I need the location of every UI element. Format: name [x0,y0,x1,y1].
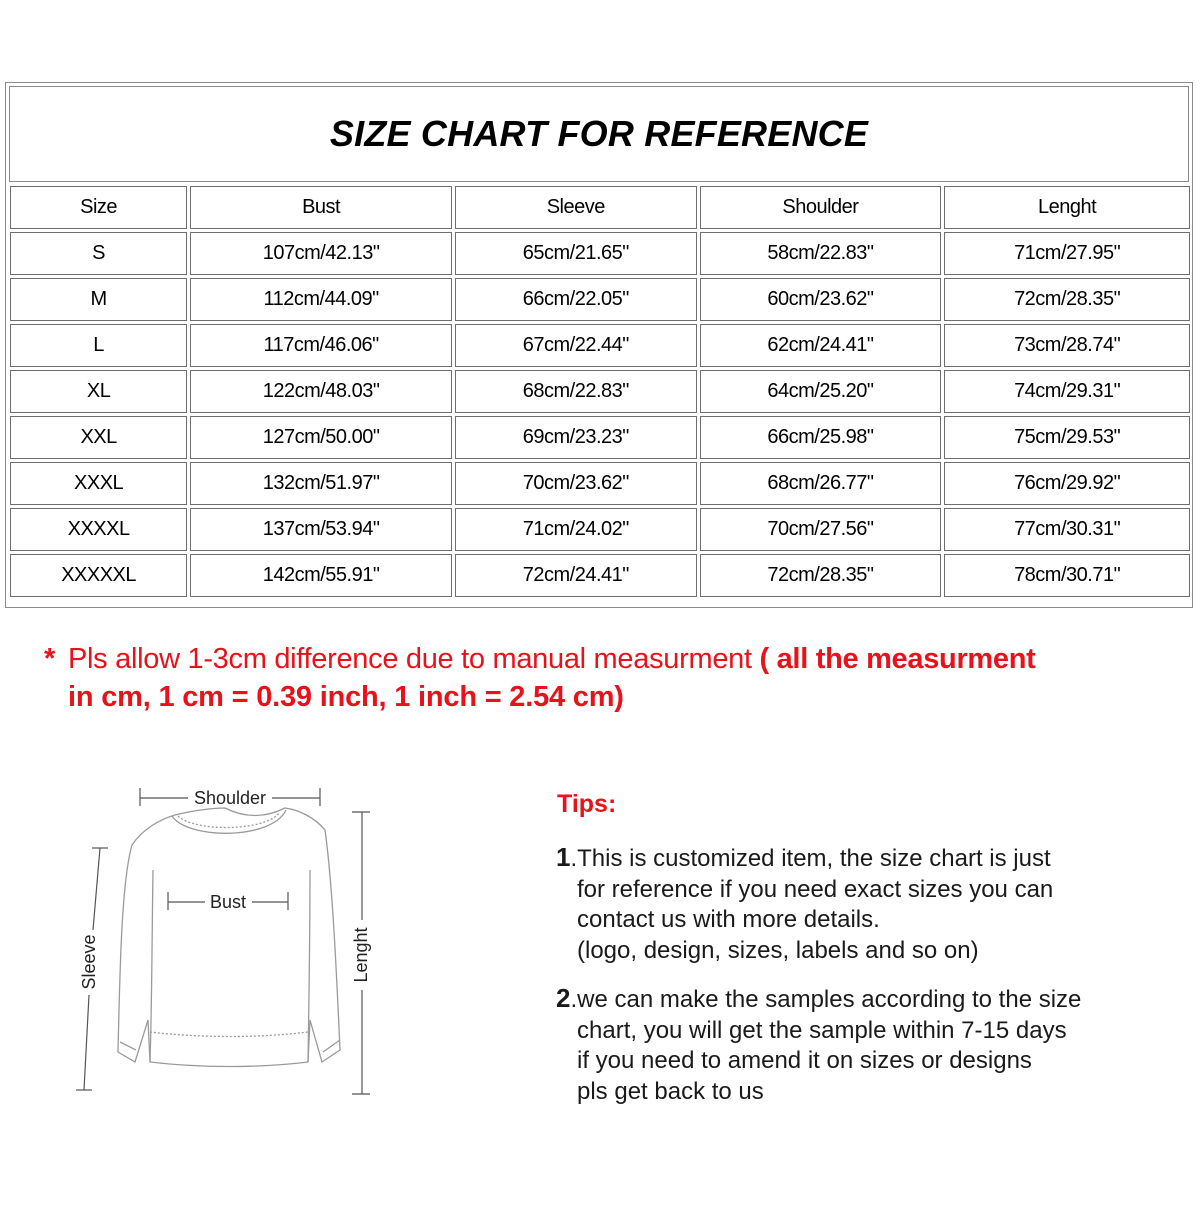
cell-sleeve: 68cm/22.83" [455,370,697,413]
note-asterisk: * [44,643,56,675]
cell-length: 73cm/28.74" [944,324,1190,367]
label-sleeve: Sleeve [79,934,99,990]
note-line-2: in cm, 1 cm = 0.39 inch, 1 inch = 2.54 cm) [68,681,624,713]
chart-title: SIZE CHART FOR REFERENCE [329,113,869,154]
header-sleeve: Sleeve [455,186,697,229]
cell-sleeve: 70cm/23.62" [455,462,697,505]
cell-size: L [10,324,187,367]
cell-bust: 112cm/44.09" [190,278,452,321]
tip-line: for reference if you need exact sizes you can [577,875,1054,903]
cell-bust: 117cm/46.06" [190,324,452,367]
cell-length: 76cm/29.92" [944,462,1190,505]
size-table [7,183,1193,600]
cell-size: XXXXL [10,508,187,551]
note-bold-text: ( all the measurment [751,643,1036,675]
sleeve-line-top [93,848,100,930]
header-length: Lenght [944,186,1190,229]
cell-sleeve: 65cm/21.65" [455,232,697,275]
tip-line: pls get back to us [577,1077,764,1105]
tip-number: 1 [556,842,571,872]
cell-length: 75cm/29.53" [944,416,1190,459]
cell-bust: 107cm/42.13" [190,232,452,275]
cell-sleeve: 72cm/24.41" [455,554,697,597]
cell-shoulder: 64cm/25.20" [700,370,942,413]
tip-item-2 [556,983,1081,1107]
cell-bust: 142cm/55.91" [190,554,452,597]
tip-line: (logo, design, sizes, labels and so on) [577,936,979,964]
tip-line: .we can make the samples according to the size [570,986,1082,1013]
cell-size: XXXXXL [10,554,187,597]
cell-bust: 127cm/50.00" [190,416,452,459]
cell-shoulder: 60cm/23.62" [700,278,942,321]
tip-line: contact us with more details. [577,906,880,933]
cell-length: 72cm/28.35" [944,278,1190,321]
cell-length: 71cm/27.95" [944,232,1190,275]
table-row [10,324,1190,367]
size-chart [5,82,1193,608]
sweater-diagram [60,770,420,1120]
cell-sleeve: 66cm/22.05" [455,278,697,321]
cell-size: XL [10,370,187,413]
cell-size: XXXL [10,462,187,505]
cell-sleeve: 67cm/22.44" [455,324,697,367]
cell-length: 74cm/29.31" [944,370,1190,413]
header-bust: Bust [190,186,452,229]
cell-shoulder: 68cm/26.77" [700,462,942,505]
note-plain-text: Pls allow 1-3cm difference due to manual measurment [68,643,752,675]
cell-length: 78cm/30.71" [944,554,1190,597]
tip-line: if you need to amend it on sizes or designs [577,1047,1032,1074]
cell-size: S [10,232,187,275]
note-line-1 [68,640,1036,678]
table-row [10,370,1190,413]
cell-shoulder: 62cm/24.41" [700,324,942,367]
cell-bust: 137cm/53.94" [190,508,452,551]
header-size: Size [10,186,187,229]
title-box [9,86,1189,182]
tip-line: chart, you will get the sample within 7-15 days [577,1016,1067,1044]
sleeve-line-bottom [84,995,89,1090]
table-row [10,232,1190,275]
cell-bust: 122cm/48.03" [190,370,452,413]
cell-shoulder: 66cm/25.98" [700,416,942,459]
table-header-row [10,186,1190,229]
tip-line: .This is customized item, the size chart is just [570,845,1051,872]
header-shoulder: Shoulder [700,186,942,229]
cell-sleeve: 71cm/24.02" [455,508,697,551]
table-row [10,416,1190,459]
label-shoulder: Shoulder [193,788,267,808]
table-row [10,508,1190,551]
label-bust: Bust [209,892,247,912]
tips-title: Tips: [557,790,617,818]
cell-length: 77cm/30.31" [944,508,1190,551]
label-length: Lenght [351,927,371,983]
tip-number: 2 [556,983,571,1013]
cell-size: M [10,278,187,321]
cell-shoulder: 58cm/22.83" [700,232,942,275]
cell-bust: 132cm/51.97" [190,462,452,505]
table-row [10,554,1190,597]
cell-shoulder: 70cm/27.56" [700,508,942,551]
table-row [10,278,1190,321]
cell-shoulder: 72cm/28.35" [700,554,942,597]
cell-size: XXL [10,416,187,459]
tip-item-1 [556,842,1053,966]
table-row [10,462,1190,505]
cell-sleeve: 69cm/23.23" [455,416,697,459]
